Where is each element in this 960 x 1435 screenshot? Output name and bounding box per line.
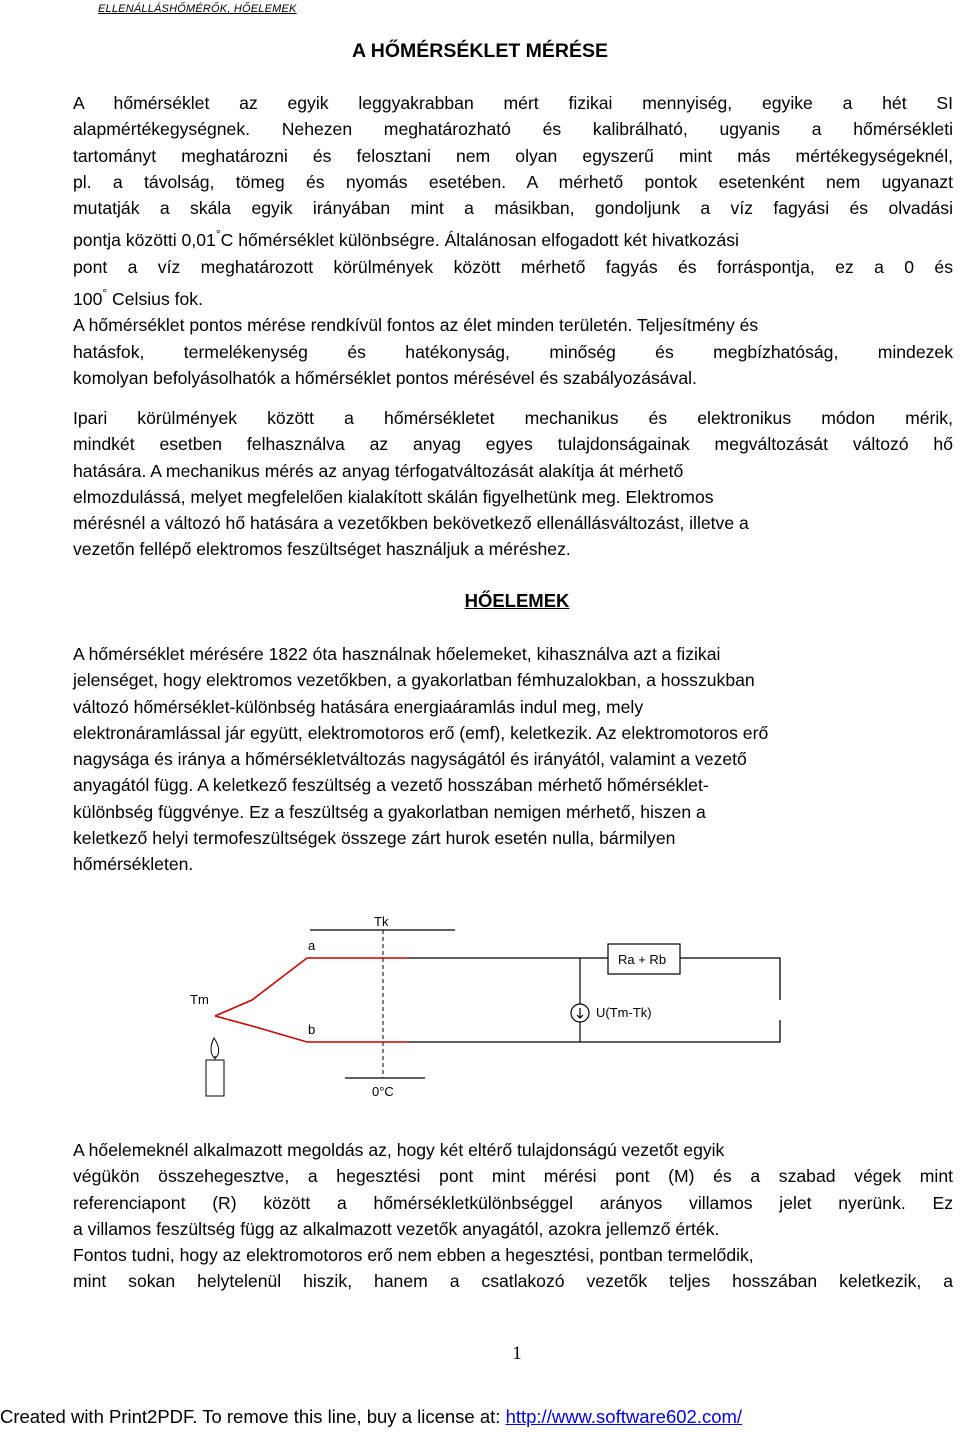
text-line: változó hőmérséklet-különbség hatására energiaáramlás indul meg, mely (73, 696, 644, 717)
tk-label: Tk (374, 914, 389, 929)
wire-b-label: b (308, 1022, 316, 1037)
footer-link[interactable]: http://www.software602.com/ (505, 1406, 743, 1427)
text-line: A hőelemeknél alkalmazott megoldás az, hogy két eltérő tulajdonságú vezetőt egyik (73, 1140, 725, 1160)
text-fragment: 100 (73, 289, 103, 310)
text-line: anyagától függ. A keletkező feszültség a vezető hosszában mérhető hőmérséklet- (73, 775, 709, 796)
text-line (73, 280, 953, 312)
text-fragment: Celsius fok. (107, 289, 203, 310)
text-line: mutatják a skála egyik irányában mint a másikban, gondoljunk a víz fagyási és olvadási (73, 198, 953, 219)
candle-icon (206, 1060, 224, 1096)
text-line: keletkező helyi termofeszültségek összege zárt hurok esetén nulla, bármilyen (73, 828, 676, 849)
page-number: 1 (512, 1343, 522, 1364)
text-line: elektronáramlással jár együtt, elektromotoros erő (emf), keletkezik. Az elektromotoros erő (73, 722, 769, 743)
degree-symbol: ° (215, 227, 221, 242)
text-line: végükön összehegesztve, a hegesztési pont mint mérési pont (M) és a szabad végek mint (73, 1166, 953, 1187)
running-header: ELLENÁLLÁSHŐMÉRŐK, HŐELEMEK (98, 3, 297, 15)
text-line: vezetőn fellépő elektromos feszültséget használjuk a méréshez. (73, 539, 571, 560)
degree-symbol: ° (102, 286, 108, 301)
lead-top (408, 958, 780, 1000)
text-line: elmozdulássá, melyet megfelelően kialakított skálán figyelhetünk meg. Elektromos (73, 486, 714, 507)
flame-icon (211, 1038, 219, 1058)
section-title: HŐELEMEK (464, 590, 570, 611)
footer-text: Created with Print2PDF. To remove this line, buy a license at: (0, 1406, 506, 1427)
text-line: alapmértékegységnek. Nehezen meghatározható és kalibrálható, ugyanis a hőmérsékleti (73, 119, 953, 140)
lead-bottom (408, 1020, 780, 1042)
text-line: A hőmérséklet az egyik leggyakrabban mért fizikai mennyiség, egyike a hét SI (73, 93, 953, 113)
text-line: pl. a távolság, tömeg és nyomás esetében. A mérhető pontok esetenként nem ugyanazt (73, 171, 953, 192)
text-line: különbség függvénye. Ez a feszültség a gyakorlatban nemigen mérhető, hiszen a (73, 801, 706, 822)
text-line: hatására. A mechanikus mérés az anyag térfogatváltozását alakítja át mérhető (73, 460, 684, 481)
thermocouple-paragraph (73, 641, 953, 878)
text-line: mindkét esetben felhasználva az anyag egyes tulajdonságainak megváltozását változó hő (73, 434, 953, 455)
text-line: mint sokan helytelenül hiszik, hanem a csatlakozó vezetők teljes hosszában keletkezik, a (73, 1271, 953, 1292)
thermocouple-diagram (140, 900, 920, 1120)
text-line: A hőmérséklet pontos mérése rendkívül fontos az élet minden területén. Teljesítmény és (73, 315, 759, 336)
voltage-label: U(Tm-Tk) (596, 1005, 652, 1020)
text-line: pont a víz meghatározott körülmények között mérhető fagyás és forráspontja, ez a 0 és (73, 256, 953, 277)
wire-a-label: a (308, 938, 316, 953)
text-fragment: C hőmérséklet különbségre. Általánosan elfogadott két hivatkozási (220, 230, 739, 251)
text-line: tartományt meghatározni és felosztani nem olyan egyszerű mint más mértékegységeknél, (73, 145, 953, 166)
text-line: A hőmérséklet mérésére 1822 óta használnak hőelemeket, kihasználva azt a fizikai (73, 644, 721, 664)
tm-label: Tm (190, 992, 209, 1007)
intro-paragraph (73, 90, 953, 391)
resistance-label: Ra + Rb (618, 952, 667, 967)
page-title: A HŐMÉRSÉKLET MÉRÉSE (351, 40, 609, 62)
text-line: jelenséget, hogy elektromos vezetőkben, a gyakorlatban fémhuzalokban, a hosszukban (73, 670, 755, 691)
zero-celsius-label: 0°C (372, 1084, 394, 1099)
text-line: a villamos feszültség függ az alkalmazott vezetők anyagától, azokra jellemző érték. (73, 1218, 720, 1239)
text-line: hatásfok, termelékenység és hatékonyság, minőség és megbízhatóság, mindezek (73, 341, 953, 362)
text-line (73, 221, 953, 253)
text-fragment: pontja közötti 0,01 (73, 230, 216, 251)
footer-notice (0, 1406, 742, 1428)
junction-paragraph (73, 1137, 953, 1295)
industrial-paragraph (73, 405, 953, 563)
text-line: referenciapont (R) között a hőmérsékletkülönbséggel arányos villamos jelet nyerünk. Ez (73, 1192, 953, 1213)
text-line: Ipari körülmények között a hőmérsékletet mechanikus és elektronikus módon mérik, (73, 408, 953, 428)
text-line: mérésnél a változó hő hatására a vezetőkben bekövetkező ellenállásváltozást, illetve a (73, 513, 749, 534)
text-line: nagysága és iránya a hőmérsékletváltozás nagyságától és irányától, valamint a vezető (73, 749, 747, 770)
text-line: Fontos tudni, hogy az elektromotoros erő nem ebben a hegesztési, pontban termelődik, (73, 1245, 754, 1266)
text-line: komolyan befolyásolhatók a hőmérséklet pontos mérésével és szabályozásával. (73, 367, 697, 388)
text-line: hőmérsékleten. (73, 854, 194, 875)
wire-a (215, 958, 408, 1016)
